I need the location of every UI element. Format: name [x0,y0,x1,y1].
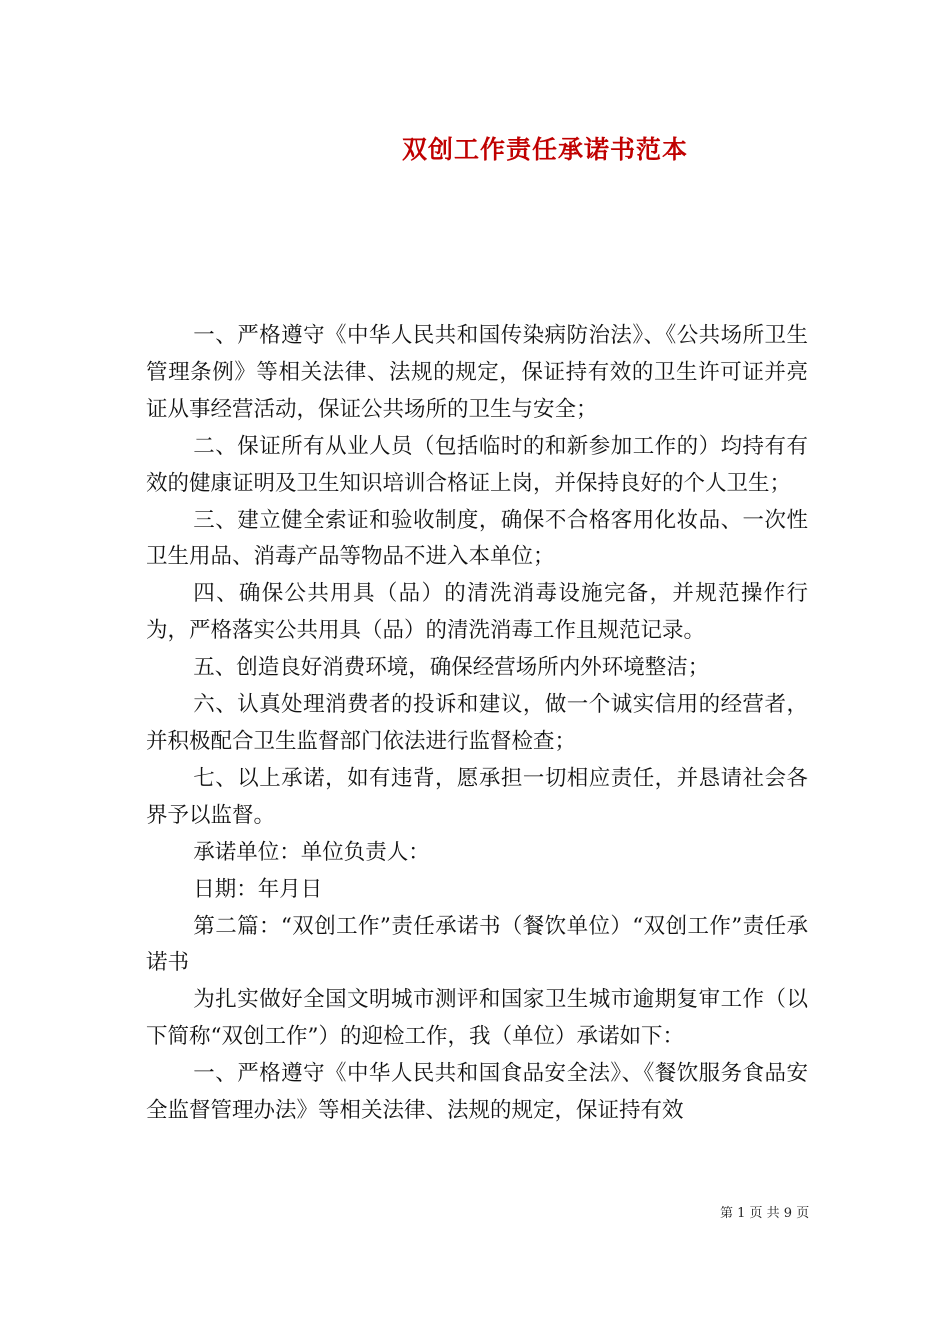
paragraph: 为扎实做好全国文明城市测评和国家卫生城市逾期复审工作（以下简称“双创工作”）的迎检工作，我（单位）承诺如下： [146,987,808,1050]
document-body [146,318,808,1130]
section-heading: 第二篇：“双创工作”责任承诺书（餐饮单位）“双创工作”责任承诺书 [146,913,808,976]
date-line: 日期：年月日 [193,876,323,902]
paragraph: 三、建立健全索证和验收制度，确保不合格客用化妆品、一次性卫生用品、消毒产品等物品不进入本单位； [146,507,808,570]
paragraph: 一、严格遵守《中华人民共和国传染病防治法》、《公共场所卫生管理条例》等相关法律、法规的规定，保证持有效的卫生许可证并亮证从事经营活动，保证公共场所的卫生与安全； [146,323,808,422]
paragraph: 五、创造良好消费环境，确保经营场所内外环境整洁； [193,655,710,681]
paragraph: 二、保证所有从业人员（包括临时的和新参加工作的）均持有有效的健康证明及卫生知识培训合格证上岗，并保持良好的个人卫生； [146,433,808,496]
page-number: 第 1 页 共 9 页 [720,1206,810,1221]
paragraph: 一、严格遵守《中华人民共和国食品安全法》、《餐饮服务食品安全监督管理办法》等相关法律、法规的规定，保证持有效 [146,1061,808,1124]
paragraph: 四、确保公共用具（品）的清洗消毒设施完备，并规范操作行为，严格落实公共用具（品）的清洗消毒工作且规范记录。 [146,581,808,644]
signature-line: 承诺单位：单位负责人： [193,839,430,865]
paragraph: 六、认真处理消费者的投诉和建议，做一个诚实信用的经营者，并积极配合卫生监督部门依法进行监督检查； [146,692,808,754]
document-title: 双创工作责任承诺书范本 [401,135,688,164]
paragraph: 七、以上承诺，如有违背，愿承担一切相应责任，并恳请社会各界予以监督。 [146,765,808,828]
